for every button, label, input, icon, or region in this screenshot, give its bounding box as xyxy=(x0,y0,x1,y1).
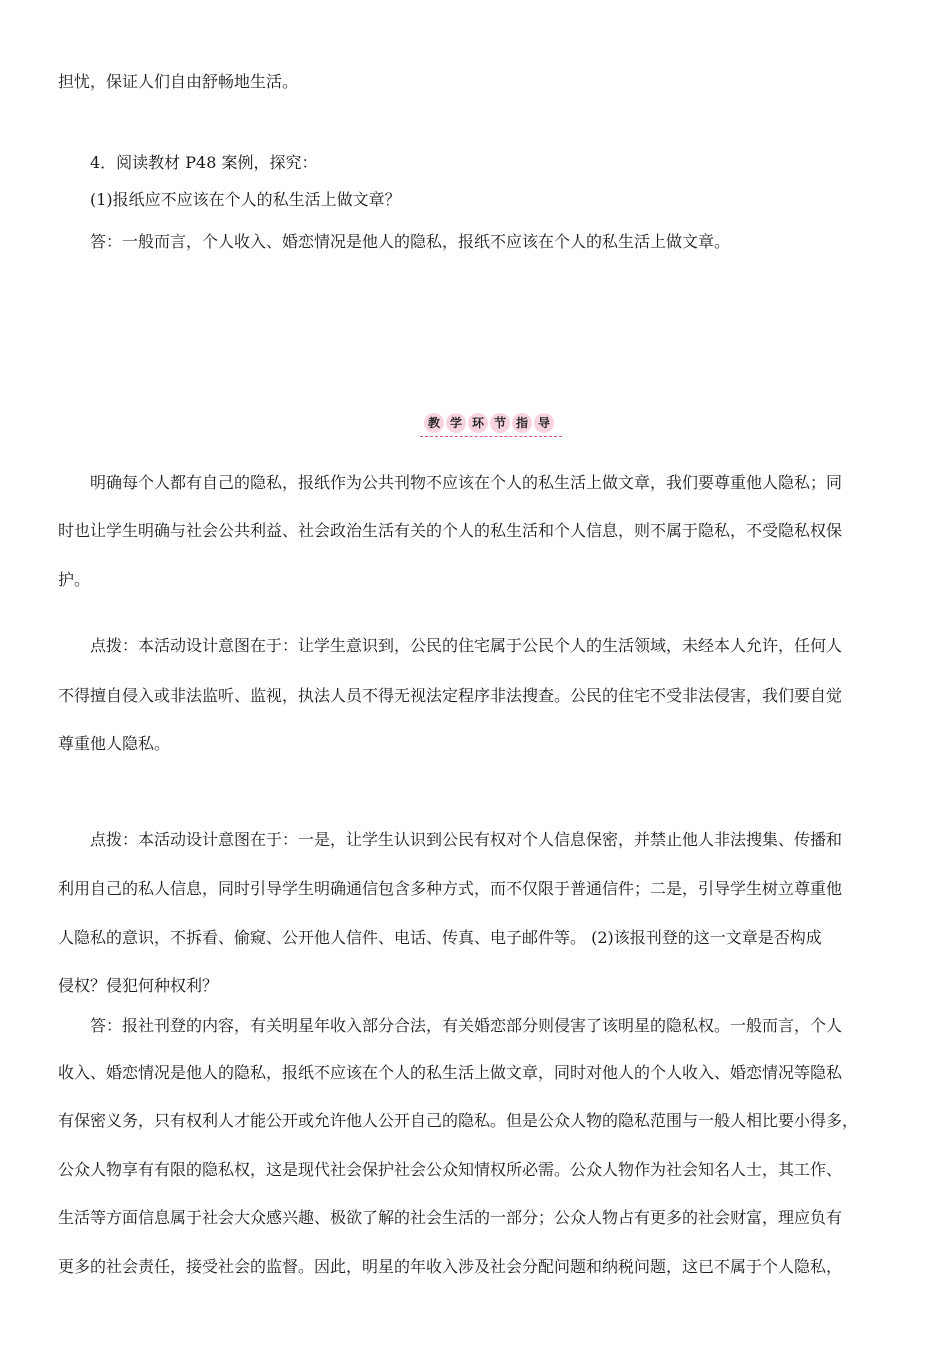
banner-char: 环 xyxy=(468,413,488,433)
paragraph-line: 利用自己的私人信息，同时引导学生明确通信包含多种方式，而不仅限于普通信件；二是，引导学生树立尊重他 xyxy=(58,879,843,898)
banner-char: 指 xyxy=(512,413,532,433)
paragraph-line: 点拨：本活动设计意图在于：一是，让学生认识到公民有权对个人信息保密，并禁止他人非法搜集、传播和 xyxy=(90,830,843,849)
paragraph-line: 公众人物享有有限的隐私权，这是现代社会保护社会公众知情权所必需。公众人物作为社会知名人士，其工作、 xyxy=(58,1160,843,1179)
paragraph-line: 明确每个人都有自己的隐私，报纸作为公共刊物不应该在个人的私生活上做文章，我们要尊重他人隐私；同 xyxy=(90,473,843,492)
paragraph-line: 尊重他人隐私。 xyxy=(58,734,171,753)
banner-title xyxy=(424,413,554,433)
paragraph-line: 时也让学生明确与社会公共利益、社会政治生活有关的个人的私生活和个人信息，则不属于隐私，不受隐私权保 xyxy=(58,521,843,540)
paragraph-line: 护。 xyxy=(58,570,91,589)
paragraph-line: 侵权？侵犯何种权利？ xyxy=(58,976,219,995)
answer-line: 答：一般而言，个人收入、婚恋情况是他人的隐私，报纸不应该在个人的私生活上做文章。 xyxy=(90,232,731,251)
paragraph-line: 不得擅自侵入或非法监听、监视，执法人员不得无视法定程序非法搜查。公民的住宅不受非法侵害，我们要自觉 xyxy=(58,686,843,705)
paragraph-line: 点拨：本活动设计意图在于：让学生意识到，公民的住宅属于公民个人的生活领域，未经本人允许，任何人 xyxy=(90,636,843,655)
paragraph-line: 收入、婚恋情况是他人的隐私，报纸不应该在个人的私生活上做文章，同时对他人的个人收入、婚恋情况等隐私 xyxy=(58,1063,843,1082)
section-banner xyxy=(418,410,564,440)
paragraph-line: 答：报社刊登的内容，有关明星年收入部分合法，有关婚恋部分则侵害了该明星的隐私权。一般而言，个人 xyxy=(90,1016,843,1035)
paragraph-line: 有保密义务，只有权利人才能公开或允许他人公开自己的隐私。但是公众人物的隐私范围与一般人相比要小得多， xyxy=(58,1111,859,1130)
text-line: 担忧，保证人们自由舒畅地生活。 xyxy=(58,72,299,91)
sub-question: (1)报纸应不应该在个人的私生活上做文章？ xyxy=(90,190,401,209)
paragraph-line: 更多的社会责任，接受社会的监督。因此，明星的年收入涉及社会分配问题和纳税问题，这已不属于个人隐私， xyxy=(58,1257,843,1276)
banner-char: 节 xyxy=(490,413,510,433)
paragraph-line: 人隐私的意识，不拆看、偷窥、公开他人信件、电话、传真、电子邮件等。 (2)该报刊登的这一文章是否构成 xyxy=(58,928,822,947)
banner-char: 教 xyxy=(424,413,444,433)
question-heading: 4．阅读教材 P48 案例，探究： xyxy=(90,153,318,172)
banner-char: 导 xyxy=(534,413,554,433)
banner-underline xyxy=(420,436,562,437)
banner-char: 学 xyxy=(446,413,466,433)
paragraph-line: 生活等方面信息属于社会大众感兴趣、极欲了解的社会生活的一部分；公众人物占有更多的社会财富，理应负有 xyxy=(58,1208,843,1227)
